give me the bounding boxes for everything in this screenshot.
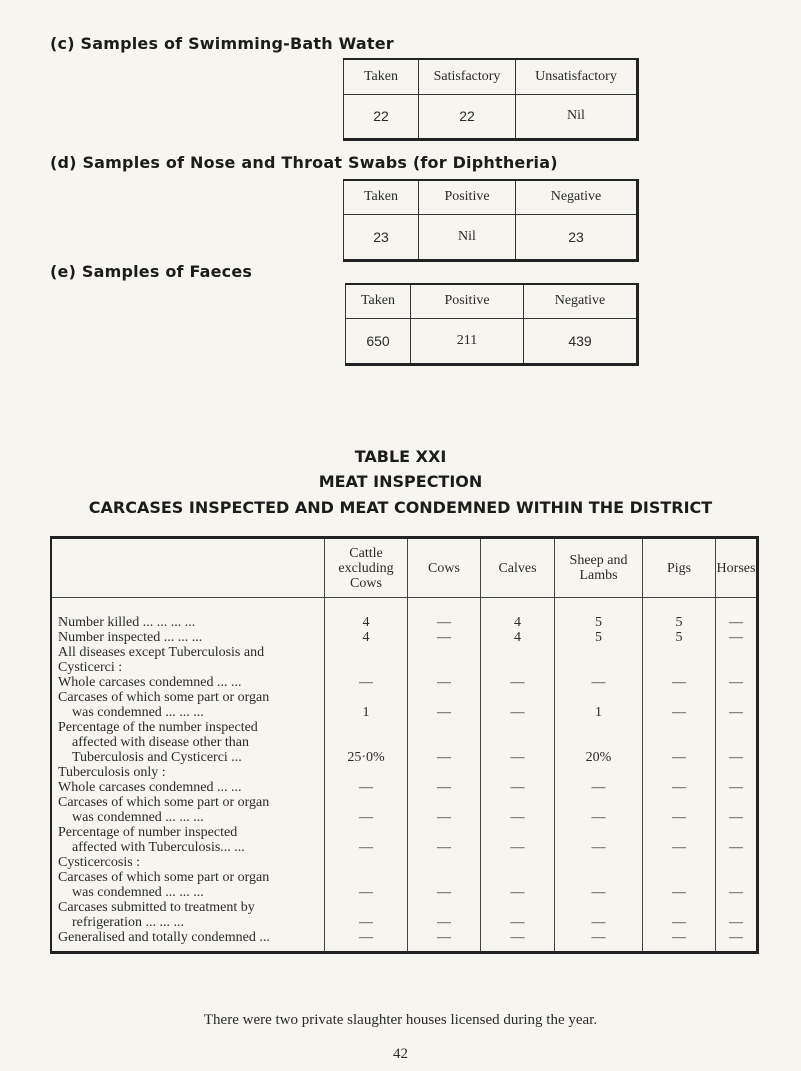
table-cell xyxy=(325,660,407,675)
table-cell xyxy=(481,690,554,705)
table-cell xyxy=(481,825,554,840)
page-number: 42 xyxy=(393,1046,408,1062)
value-positive: Nil xyxy=(419,214,516,260)
column-header-cattle: Cattle excluding Cows xyxy=(325,538,408,598)
table-cell xyxy=(643,735,715,750)
table-cell xyxy=(325,765,407,780)
table-cell: — xyxy=(672,885,686,900)
table-cell xyxy=(408,645,480,660)
table-cell: — xyxy=(510,930,525,945)
table-cell: — xyxy=(729,705,743,720)
column-header-sheep-lambs: Sheep and Lambs xyxy=(555,538,643,598)
table-cell: 1 xyxy=(362,705,370,720)
value-negative: 439 xyxy=(524,318,638,364)
table-cell xyxy=(716,900,756,915)
header-taken: Taken xyxy=(344,59,419,94)
table-cell: — xyxy=(510,915,525,930)
section-c-heading: (c) Samples of Swimming-Bath Water xyxy=(50,34,394,53)
table-cell: — xyxy=(729,810,743,825)
table-cell xyxy=(643,765,715,780)
table-cell: — xyxy=(591,780,606,795)
table-cell xyxy=(643,870,715,885)
table-cell: — xyxy=(359,930,373,945)
row-label-header xyxy=(51,538,325,598)
table-cell: — xyxy=(729,750,743,765)
table-cell xyxy=(716,825,756,840)
table-cell xyxy=(408,690,480,705)
table-cell: — xyxy=(437,705,451,720)
table-cell xyxy=(716,735,756,750)
table-cell: 5 xyxy=(595,615,602,630)
table-cell xyxy=(555,900,642,915)
value-taken: 650 xyxy=(346,318,411,364)
table-cell: — xyxy=(510,810,525,825)
table-title: TABLE XXI xyxy=(354,447,447,466)
table-cell: — xyxy=(672,675,686,690)
table-cell: — xyxy=(729,915,743,930)
table-cell: 20% xyxy=(585,750,612,765)
header-taken: Taken xyxy=(346,284,411,318)
table-cell xyxy=(408,825,480,840)
row-label: Generalised and totally condemned ... xyxy=(58,930,270,945)
table-cell xyxy=(716,720,756,735)
table-cell xyxy=(716,855,756,870)
table-cell: — xyxy=(591,885,606,900)
row-label: Number killed ... ... ... ... xyxy=(58,615,196,630)
table-cell xyxy=(408,900,480,915)
column-header-pigs: Pigs xyxy=(643,538,716,598)
table-cell: 5 xyxy=(595,630,602,645)
diphtheria-swabs-table xyxy=(343,179,639,262)
table-cell xyxy=(325,645,407,660)
row-label: affected with disease other than xyxy=(72,735,250,750)
row-label: refrigeration ... ... ... xyxy=(72,915,184,930)
table-cell: 4 xyxy=(514,630,521,645)
value-unsatisfactory: Nil xyxy=(516,94,638,139)
column-header-cows: Cows xyxy=(408,538,481,598)
header-negative: Negative xyxy=(516,180,638,214)
table-cell xyxy=(481,645,554,660)
table-cell: — xyxy=(729,840,743,855)
table-cell: 25·0% xyxy=(347,750,385,765)
table-cell xyxy=(643,795,715,810)
row-label: Carcases of which some part or organ xyxy=(58,870,270,885)
table-cell: — xyxy=(591,930,606,945)
table-cell: — xyxy=(437,750,451,765)
table-cell: — xyxy=(359,780,373,795)
table-cell xyxy=(481,660,554,675)
table-cell xyxy=(325,870,407,885)
table-cell: 4 xyxy=(362,630,370,645)
table-cell: — xyxy=(359,915,373,930)
table-cell: — xyxy=(591,675,606,690)
table-cell: 5 xyxy=(675,615,683,630)
table-cell: — xyxy=(437,810,451,825)
row-label: was condemned ... ... ... xyxy=(72,705,204,720)
table-cell: — xyxy=(591,840,606,855)
table-cell xyxy=(325,855,407,870)
table-cell: — xyxy=(437,840,451,855)
table-cell: — xyxy=(437,675,451,690)
table-cell xyxy=(325,690,407,705)
table-cell xyxy=(481,720,554,735)
table-cell xyxy=(555,795,642,810)
table-cell: — xyxy=(359,840,373,855)
footnote: There were two private slaughter houses licensed during the year. xyxy=(203,1012,598,1028)
table-cell xyxy=(408,660,480,675)
table-cell: — xyxy=(359,810,373,825)
table-cell xyxy=(481,735,554,750)
table-cell: — xyxy=(359,675,373,690)
column-header-horses: Horses xyxy=(716,538,758,598)
table-cell: — xyxy=(437,885,451,900)
table-cell: — xyxy=(510,840,525,855)
sheep-lambs-column xyxy=(555,598,643,953)
table-cell xyxy=(643,720,715,735)
faeces-table xyxy=(345,283,639,366)
table-cell xyxy=(325,735,407,750)
value-taken: 22 xyxy=(344,94,419,139)
table-cell xyxy=(481,870,554,885)
table-cell: — xyxy=(437,615,451,630)
header-negative: Negative xyxy=(524,284,638,318)
table-cell: — xyxy=(437,930,451,945)
row-label: Cysticercosis : xyxy=(58,855,141,870)
table-cell: — xyxy=(672,750,686,765)
meat-inspection-table xyxy=(50,536,759,954)
value-satisfactory: 22 xyxy=(419,94,516,139)
table-cell xyxy=(555,660,642,675)
table-cell: — xyxy=(510,885,525,900)
table-cell: — xyxy=(437,780,451,795)
row-label: affected with Tuberculosis... ... xyxy=(72,840,245,855)
table-cell xyxy=(555,825,642,840)
table-cell: — xyxy=(729,615,743,630)
table-cell: — xyxy=(729,930,743,945)
table-cell xyxy=(716,660,756,675)
table-cell xyxy=(555,720,642,735)
table-cell xyxy=(481,795,554,810)
table-cell: — xyxy=(729,885,743,900)
table-cell xyxy=(555,855,642,870)
table-cell: — xyxy=(672,780,686,795)
table-cell: — xyxy=(437,915,451,930)
value-positive: 211 xyxy=(411,318,524,364)
row-label: Number inspected ... ... ... xyxy=(58,630,203,645)
table-cell xyxy=(325,795,407,810)
table-cell: — xyxy=(591,810,606,825)
table-cell xyxy=(716,765,756,780)
table-cell: 1 xyxy=(595,705,602,720)
table-subtitle: MEAT INSPECTION xyxy=(318,472,483,491)
table-cell xyxy=(643,690,715,705)
row-label: Carcases of which some part or organ xyxy=(58,690,270,705)
table-cell xyxy=(325,720,407,735)
table-cell: — xyxy=(510,675,525,690)
table-cell xyxy=(481,765,554,780)
row-labels-column xyxy=(51,598,325,953)
table-cell xyxy=(408,870,480,885)
row-label: Cysticerci : xyxy=(58,660,123,675)
table-cell xyxy=(325,825,407,840)
table-caption: CARCASES INSPECTED AND MEAT CONDEMNED WITHIN THE DISTRICT xyxy=(88,498,713,517)
table-cell xyxy=(643,645,715,660)
section-d-heading: (d) Samples of Nose and Throat Swabs (for Diphtheria) xyxy=(50,153,558,172)
cows-column xyxy=(408,598,481,953)
header-positive: Positive xyxy=(419,180,516,214)
table-cell xyxy=(408,720,480,735)
table-cell xyxy=(716,795,756,810)
table-cell: — xyxy=(672,810,686,825)
table-cell xyxy=(555,765,642,780)
row-label: Tuberculosis and Cysticerci ... xyxy=(72,750,242,765)
pigs-column xyxy=(643,598,716,953)
table-cell: 4 xyxy=(362,615,370,630)
table-cell: — xyxy=(729,630,743,645)
table-cell xyxy=(555,690,642,705)
row-label: Tuberculosis only : xyxy=(58,765,166,780)
column-header-calves: Calves xyxy=(481,538,555,598)
row-label: Percentage of number inspected xyxy=(58,825,238,840)
table-cell: 5 xyxy=(675,630,683,645)
table-cell: — xyxy=(672,705,686,720)
table-cell: — xyxy=(591,915,606,930)
table-cell xyxy=(555,870,642,885)
table-cell: — xyxy=(672,930,686,945)
table-cell xyxy=(408,855,480,870)
row-label: Whole carcases condemned ... ... xyxy=(58,675,242,690)
row-label: Whole carcases condemned ... ... xyxy=(58,780,242,795)
table-cell: — xyxy=(510,705,525,720)
table-cell: — xyxy=(510,750,525,765)
table-cell: 4 xyxy=(514,615,521,630)
table-cell xyxy=(555,645,642,660)
table-cell xyxy=(481,855,554,870)
table-cell: — xyxy=(672,840,686,855)
table-cell: — xyxy=(510,780,525,795)
row-label: Carcases submitted to treatment by xyxy=(58,900,255,915)
horses-column xyxy=(716,598,758,953)
table-cell: — xyxy=(729,780,743,795)
table-cell xyxy=(643,825,715,840)
section-e-heading: (e) Samples of Faeces xyxy=(50,262,253,281)
row-label: was condemned ... ... ... xyxy=(72,885,204,900)
table-cell xyxy=(481,900,554,915)
table-cell xyxy=(643,900,715,915)
value-negative: 23 xyxy=(516,214,638,260)
table-cell xyxy=(643,660,715,675)
table-cell: — xyxy=(672,915,686,930)
header-taken: Taken xyxy=(344,180,419,214)
row-label: Carcases of which some part or organ xyxy=(58,795,270,810)
table-cell xyxy=(325,900,407,915)
table-cell xyxy=(716,690,756,705)
row-label: Percentage of the number inspected xyxy=(58,720,258,735)
value-taken: 23 xyxy=(344,214,419,260)
table-cell xyxy=(408,735,480,750)
table-cell xyxy=(408,765,480,780)
calves-column xyxy=(481,598,555,953)
table-cell xyxy=(716,870,756,885)
header-satisfactory: Satisfactory xyxy=(419,59,516,94)
table-cell xyxy=(643,855,715,870)
table-cell xyxy=(555,735,642,750)
header-positive: Positive xyxy=(411,284,524,318)
header-unsatisfactory: Unsatisfactory xyxy=(516,59,638,94)
table-cell: — xyxy=(729,675,743,690)
row-label: All diseases except Tuberculosis and xyxy=(58,645,265,660)
table-cell: — xyxy=(437,630,451,645)
cattle-column xyxy=(325,598,408,953)
row-label: was condemned ... ... ... xyxy=(72,810,204,825)
swimming-bath-table xyxy=(343,58,639,141)
table-cell xyxy=(716,645,756,660)
table-cell xyxy=(408,795,480,810)
table-cell: — xyxy=(359,885,373,900)
